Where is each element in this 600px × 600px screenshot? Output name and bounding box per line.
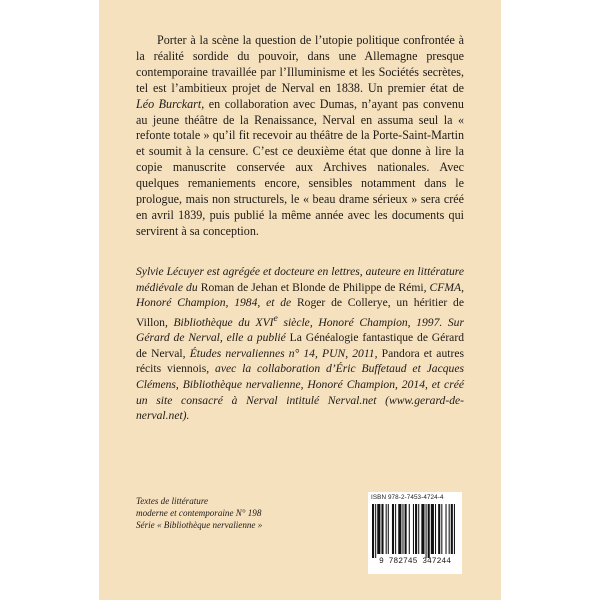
back-cover bbox=[99, 0, 501, 600]
author-bio bbox=[136, 264, 464, 424]
bio-text: , Études nervaliennes n° 14, PUN, 2011, bbox=[182, 346, 382, 360]
bio-text: siècle, Honoré Champion, 1997. Sur Gérard de Nerval, elle a publié bbox=[136, 315, 464, 345]
series-info bbox=[136, 495, 336, 532]
bio-text: , CFMA, Honoré Champion, 1984, et de bbox=[136, 280, 464, 310]
bio-book-title: Roman de Jehan et Blonde de Philippe de Rémi bbox=[200, 280, 424, 294]
bio-book-title: Roger de Collerye, un héritier de Villon bbox=[136, 296, 464, 329]
bio-book-title: La Généalogie fantastique de Gérard de Nerval bbox=[136, 331, 464, 360]
series-line: Série « Bibliothèque nervalienne » bbox=[136, 520, 263, 531]
bio-text: , avec la collaboration d’Éric Buffetaud et Jacques Clémens, Bibliothèque nervalienne, Honoré Champion, 2014, et créé un site consacré à Nerval intitulé Nerval.net (www.gerard-de-nerval.net). bbox=[136, 362, 464, 423]
isbn-barcode-box bbox=[368, 492, 462, 574]
bio-superscript: e bbox=[273, 312, 278, 324]
summary-text: Porter à la scène la question de l’utopie politique confrontée à la réalité sordide du pouvoir, dans une Allemagne presque contemporaine travaillée par l’Illuminisme et les Sociétés secrètes, tel est l’ambitieux projet de Nerval en 1838. Un premier état de bbox=[136, 33, 464, 95]
bio-text: Sylvie Lécuyer est agrégée et docteure en lettres, auteure en littérature médiévale du bbox=[136, 265, 464, 294]
play-title: Léo Burckart bbox=[136, 96, 202, 111]
series-line: Textes de littérature bbox=[136, 496, 209, 506]
bio-text: , Bibliothèque du XVI bbox=[164, 315, 274, 329]
isbn-label: ISBN 978-2-7453-4724-4 bbox=[371, 494, 444, 501]
barcode-icon bbox=[370, 504, 460, 558]
summary-text-continued: , en collaboration avec Dumas, n’ayant pas convenu au jeune théâtre de la Renaissance, Nerval en assuma seul la « refonte totale » qu’il fit recevoir au théâtre de la Porte-Saint-Martin et soumit à la censure. C’est ce deuxième état que donne à lire la copie manuscrite conservée aux Archives nationales. Avec quelques remaniements encore, sensibles notamment dans le prologue, mais non structurels, le « beau drame sérieux » sera créé en avril 1839, puis publié la même année avec les documents qui servirent à sa conception. bbox=[136, 96, 464, 238]
barcode-digits: 9 782745 347244 bbox=[378, 557, 451, 566]
summary-paragraph bbox=[136, 33, 464, 240]
bio-book-title: Pandora et autres récits viennois bbox=[136, 346, 464, 376]
series-line: moderne et contemporaine N° 198 bbox=[136, 508, 262, 519]
